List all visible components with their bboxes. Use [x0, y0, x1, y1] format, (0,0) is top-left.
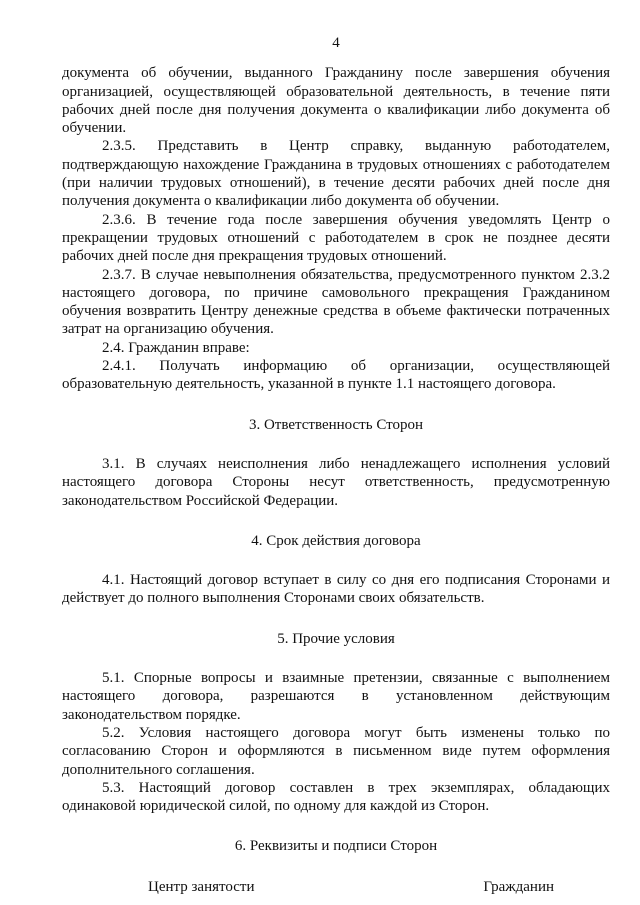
clause-3-1: 3.1. В случаях неисполнения либо ненадлежащего исполнения условий настоящего договора Стороны несут ответственность, предусмотренную законодательством Российской Федерации. [62, 455, 610, 509]
paragraph-document-issue: документа об обучении, выданного Гражданину после завершения обучения организацией, осуществляющей образовательной деятельность, в течение пяти рабочих дней после дня получения документа о квалификации либо документа об обучении. [62, 65, 610, 137]
clause-5-1: 5.1. Спорные вопросы и взаимные претензии, связанные с выполнением настоящего договора, разрешаются в установленном действующим законодательством порядке. [62, 670, 610, 723]
signature-party-employment-center: Центр занятости [148, 878, 255, 895]
section-heading-requisites: 6. Реквизиты и подписи Сторон [234, 838, 438, 855]
page-number: 4 [332, 35, 340, 51]
clause-2-4-1: 2.4.1. Получать информацию об организации, осуществляющей образовательную деятельность, указанной в пункте 1.1 настоящего договора. [62, 358, 610, 393]
signature-party-citizen: Гражданин [483, 878, 554, 895]
clause-5-2: 5.2. Условия настоящего договора могут быть изменены только по согласованию Сторон и оформляются в письменном виде путем оформления дополнительного соглашения. [62, 724, 610, 778]
section-heading-responsibility: 3. Ответственность Сторон [248, 416, 424, 433]
clause-4-1: 4.1. Настоящий договор вступает в силу со дня его подписания Сторонами и действует до полного выполнения Сторонами своих обязательств. [62, 572, 610, 607]
clause-2-3-7: 2.3.7. В случае невыполнения обязательства, предусмотренного пунктом 2.3.2 настоящего договора, по причине самовольного прекращения Гражданином обучения возвратить Центру денежные средства в объеме фактически потраченных затрат на организацию обучения. [62, 266, 610, 338]
clause-2-4: 2.4. Гражданин вправе: [102, 339, 250, 356]
clause-2-3-5: 2.3.5. Представить в Центр справку, выданную работодателем, подтверждающую нахождение Гражданина в трудовых отношениях с работодателем (при наличии трудовых отношений), в течение десяти рабочих дней после дня получения документа о квалификации либо документа об обучении. [62, 138, 610, 210]
signature-row [62, 878, 610, 896]
clause-2-3-6: 2.3.6. В течение года после завершения обучения уведомлять Центр о прекращении трудовых отношений с работодателем в срок не позднее десяти рабочих дней после дня прекращения трудовых отношений. [62, 211, 610, 265]
clause-5-3: 5.3. Настоящий договор составлен в трех экземплярах, обладающих одинаковой юридической силой, по одному для каждой из Сторон. [62, 779, 610, 815]
section-heading-term: 4. Срок действия договора [251, 532, 421, 549]
section-heading-other-conditions: 5. Прочие условия [277, 630, 395, 647]
